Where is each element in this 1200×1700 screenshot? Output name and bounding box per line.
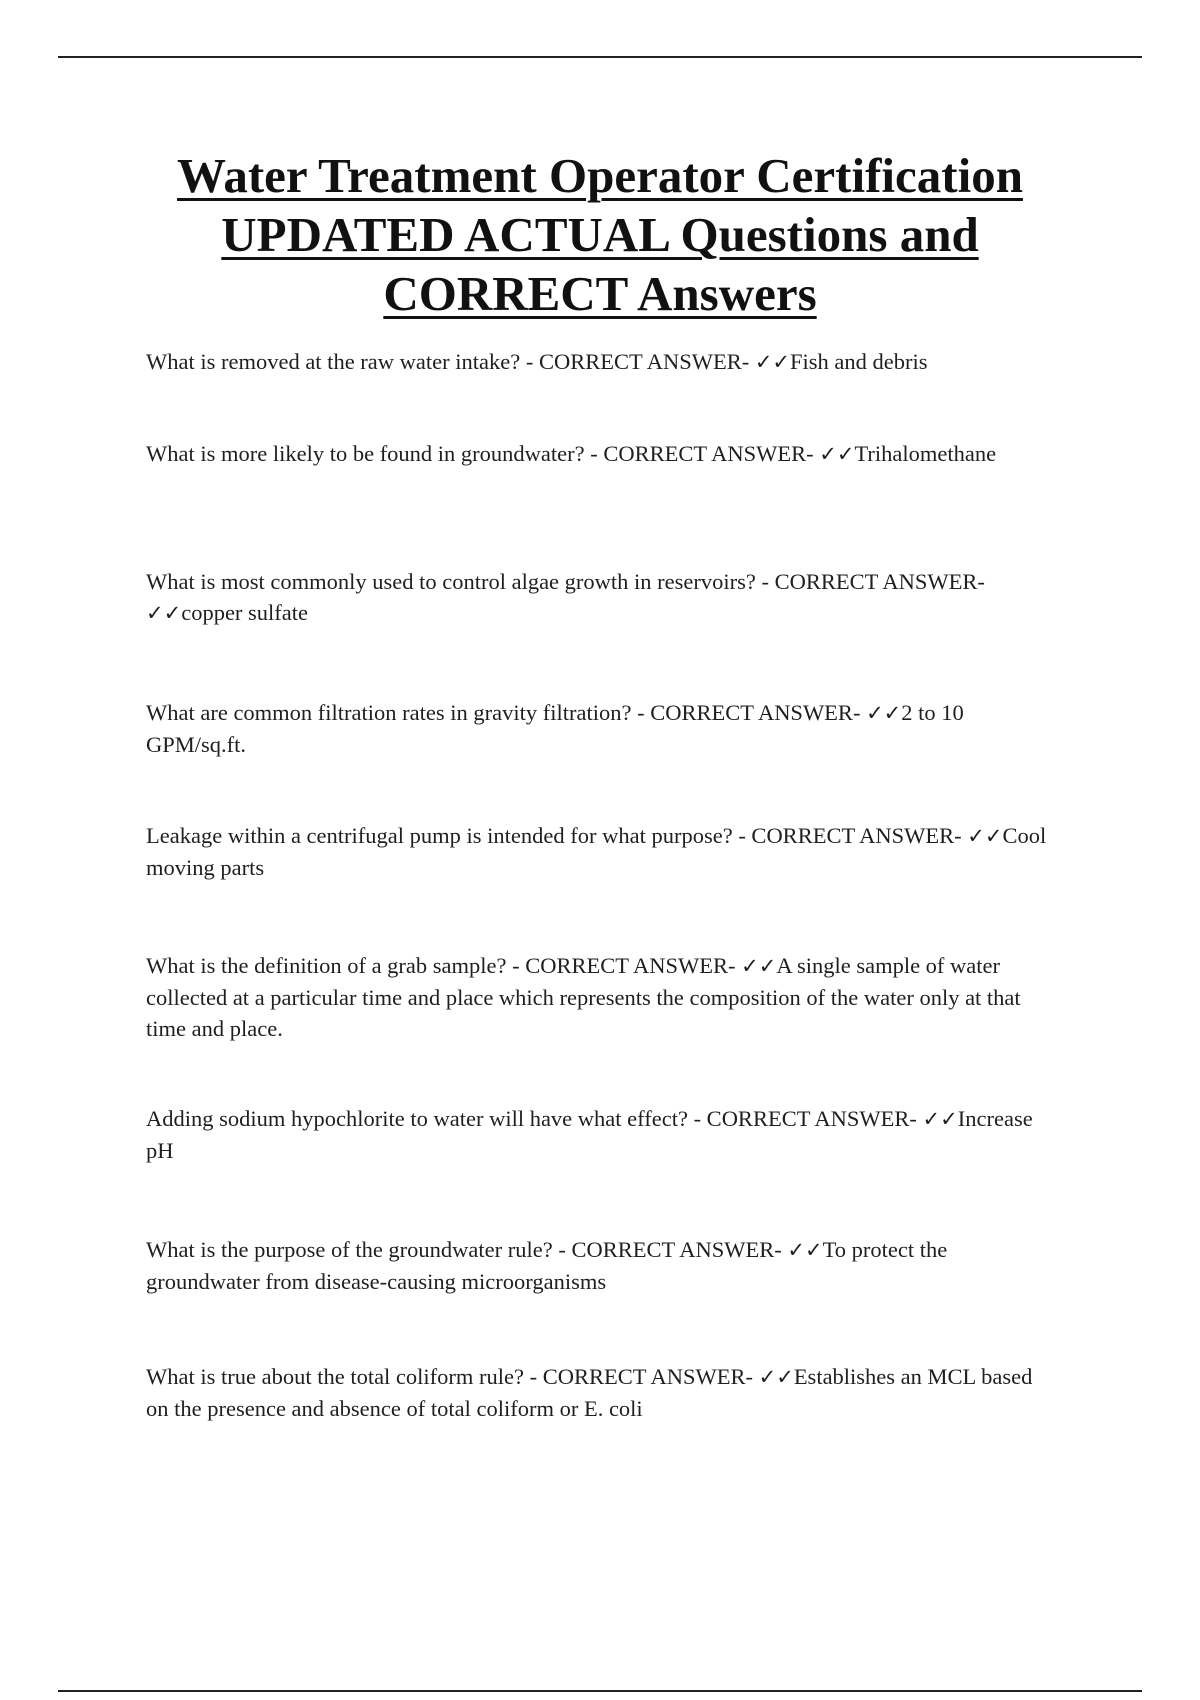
bottom-rule <box>58 1690 1142 1692</box>
answer-separator: - CORRECT ANSWER- <box>520 349 755 374</box>
question-text: What is removed at the raw water intake? <box>146 349 521 374</box>
double-check-icon: ✓✓ <box>146 601 182 625</box>
double-check-icon: ✓✓ <box>967 824 1003 848</box>
qa-item-3 <box>146 566 1056 629</box>
answer-text: 2 to 10 GPM/sq.ft. <box>146 700 964 757</box>
qa-item-5 <box>146 820 1056 883</box>
double-check-icon: ✓✓ <box>741 954 777 978</box>
answer-text: Trihalomethane <box>854 441 997 466</box>
question-text: Adding sodium hypochlorite to water will have what effect? <box>146 1106 688 1131</box>
answer-separator: - CORRECT ANSWER- <box>584 441 820 466</box>
question-text: What is most commonly used to control algae growth in reservoirs? <box>146 569 756 594</box>
qa-item-6 <box>146 950 1056 1044</box>
double-check-icon: ✓✓ <box>758 1365 794 1389</box>
qa-item-1 <box>146 346 1056 378</box>
question-text: Leakage within a centrifugal pump is intended for what purpose? <box>146 823 733 848</box>
answer-text: Fish and debris <box>790 349 928 374</box>
answer-separator: - CORRECT ANSWER- <box>524 1364 759 1389</box>
qa-item-8 <box>146 1234 1056 1297</box>
top-rule <box>58 56 1142 58</box>
question-text: What is the definition of a grab sample? <box>146 953 507 978</box>
qa-item-9 <box>146 1361 1056 1424</box>
double-check-icon: ✓✓ <box>866 701 902 725</box>
answer-separator: - CORRECT ANSWER- <box>552 1237 788 1262</box>
qa-item-2 <box>146 438 1056 470</box>
answer-text: Establishes an MCL based on the presence and absence of total coliform or E. coli <box>146 1364 1033 1421</box>
answer-separator: - CORRECT ANSWER- <box>755 569 985 594</box>
question-text: What is more likely to be found in groundwater? <box>146 441 585 466</box>
answer-separator: - CORRECT ANSWER- <box>506 953 742 978</box>
question-text: What are common filtration rates in gravity filtration? <box>146 700 632 725</box>
document-title-text: Water Treatment Operator Certification UPDATED ACTUAL Questions and CORRECT Answers <box>177 148 1023 321</box>
answer-text: To protect the groundwater from disease-causing microorganisms <box>146 1237 948 1294</box>
answer-text: A single sample of water collected at a particular time and place which represents the composition of the water only at that time and place. <box>146 953 1021 1041</box>
question-text: What is true about the total coliform rule? <box>146 1364 524 1389</box>
double-check-icon: ✓✓ <box>922 1107 958 1131</box>
answer-separator: - CORRECT ANSWER- <box>732 823 968 848</box>
qa-item-4 <box>146 697 1056 760</box>
double-check-icon: ✓✓ <box>787 1238 823 1262</box>
answer-text: Increase pH <box>146 1106 1033 1163</box>
question-text: What is the purpose of the groundwater rule? <box>146 1237 553 1262</box>
answer-separator: - CORRECT ANSWER- <box>687 1106 923 1131</box>
document-title <box>100 146 1100 323</box>
double-check-icon: ✓✓ <box>754 350 791 374</box>
double-check-icon: ✓✓ <box>819 442 855 466</box>
qa-item-7 <box>146 1103 1056 1166</box>
answer-text: Cool moving parts <box>146 823 1047 880</box>
answer-separator: - CORRECT ANSWER- <box>631 700 867 725</box>
answer-text: copper sulfate <box>181 600 309 625</box>
